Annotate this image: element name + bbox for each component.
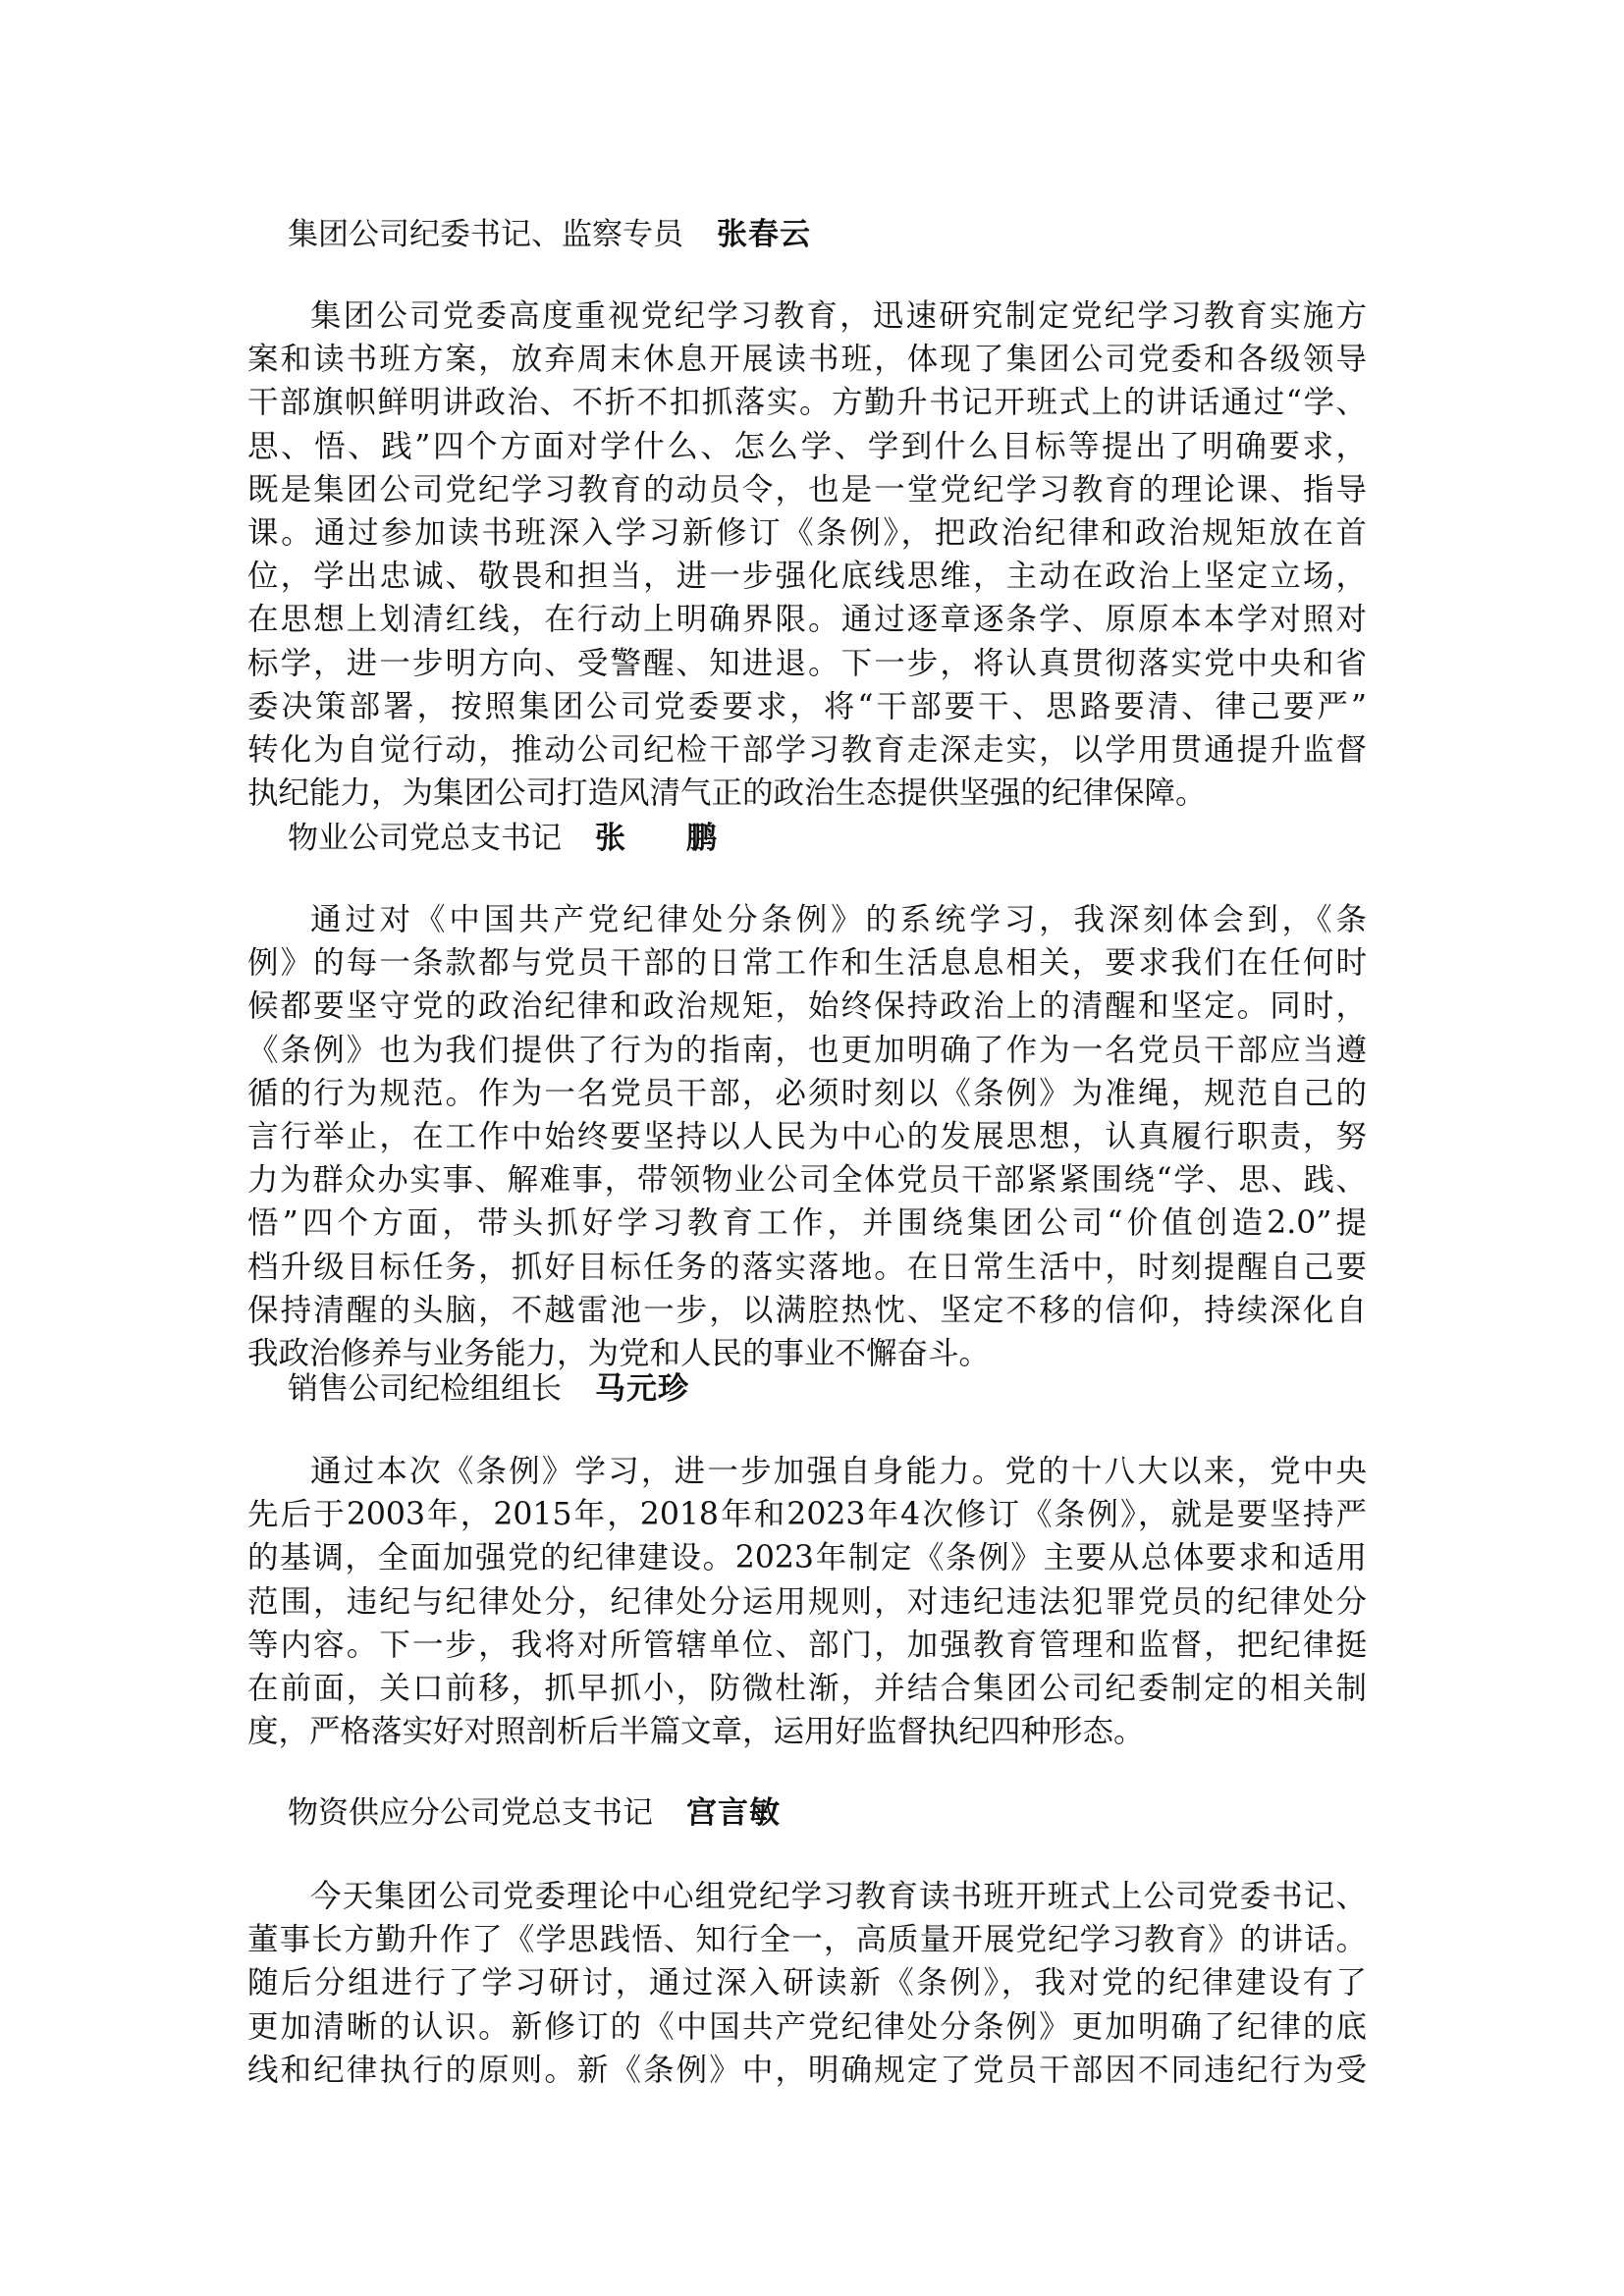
body-line: 标学，进一步明方向、受警醒、知进退。下一步，将认真贯彻落实党中央和省 <box>247 645 1367 681</box>
section-title: 物资供应分公司党总支书记 <box>288 1795 653 1831</box>
body-line: 在思想上划清红线，在行动上明确界限。通过逐章逐条学、原原本本学对照对 <box>247 602 1367 638</box>
body-line: 集团公司党委高度重视党纪学习教育，迅速研究制定党纪学习教育实施方 <box>310 298 1367 334</box>
body-line: 例》的每一条款都与党员干部的日常工作和生活息息相关，要求我们在任何时 <box>247 945 1367 982</box>
body-line: 等内容。下一步，我将对所管辖单位、部门，加强教育管理和监督，把纪律挺 <box>247 1627 1367 1663</box>
section-title: 销售公司纪检组组长 <box>288 1371 562 1407</box>
body-line: 线和纪律执行的原则。新《条例》中，明确规定了党员干部因不同违纪行为受 <box>247 2052 1367 2088</box>
section-heading <box>288 1369 689 1409</box>
body-line: 执纪能力，为集团公司打造风清气正的政治生态提供坚强的纪律保障。 <box>247 775 1207 812</box>
body-line: 通过对《中国共产党纪律处分条例》的系统学习，我深刻体会到，《条 <box>310 902 1367 937</box>
section-heading <box>288 1793 781 1833</box>
body-line: 更加清晰的认识。新修订的《中国共产党纪律处分条例》更加明确了纪律的底 <box>247 2008 1367 2045</box>
body-line: 档升级目标任务，抓好目标任务的落实落地。在日常生活中，时刻提醒自己要 <box>247 1249 1367 1285</box>
body-line: 保持清醒的头脑，不越雷池一步，以满腔热忱、坚定不移的信仰，持续深化自 <box>247 1292 1367 1328</box>
body-line: 委决策部署，按照集团公司党委要求，将“干部要干、思路要清、律己要严” <box>247 688 1367 724</box>
body-line: 候都要坚守党的政治纪律和政治规矩，始终保持政治上的清醒和坚定。同时， <box>247 988 1367 1025</box>
body-line: 的基调，全面加强党的纪律建设。2023年制定《条例》主要从总体要求和适用 <box>247 1540 1367 1576</box>
body-line: 《条例》也为我们提供了行为的指南，也更加明确了作为一名党员干部应当遵 <box>247 1032 1367 1068</box>
body-line: 案和读书班方案，放弃周末休息开展读书班，体现了集团公司党委和各级领导 <box>247 342 1367 378</box>
author-name: 宫言敏 <box>686 1795 781 1831</box>
body-line: 转化为自觉行动，推动公司纪检干部学习教育走深走实，以学用贯通提升监督 <box>247 731 1367 768</box>
body-line: 干部旗帜鲜明讲政治、不折不扣抓落实。方勤升书记开班式上的讲话通过“学、 <box>247 385 1367 421</box>
body-line: 言行举止，在工作中始终要坚持以人民为中心的发展思想，认真履行职责，努 <box>247 1118 1367 1154</box>
body-line: 我政治修养与业务能力，为党和人民的事业不懈奋斗。 <box>247 1335 991 1371</box>
author-name: 张春云 <box>717 217 811 252</box>
section-body <box>247 1450 1367 1753</box>
section-body <box>247 294 1367 815</box>
body-line: 通过本次《条例》学习，进一步加强自身能力。党的十八大以来，党中央 <box>310 1454 1367 1489</box>
body-line: 既是集团公司党纪学习教育的动员令，也是一堂党纪学习教育的理论课、指导 <box>247 471 1367 507</box>
body-line: 位，学出忠诚、敬畏和担当，进一步强化底线思维，主动在政治上坚定立场， <box>247 559 1367 595</box>
body-line: 循的行为规范。作为一名党员干部，必须时刻以《条例》为准绳，规范自己的 <box>247 1075 1367 1111</box>
body-line: 在前面，关口前移，抓早抓小，防微杜渐，并结合集团公司纪委制定的相关制 <box>247 1670 1367 1706</box>
section-title: 集团公司纪委书记、监察专员 <box>288 217 683 252</box>
body-line: 悟”四个方面，带头抓好学习教育工作，并围绕集团公司“价值创造2.0”提 <box>247 1205 1367 1242</box>
body-line: 先后于2003年，2015年，2018年和2023年4次修订《条例》，就是要坚持严 <box>247 1497 1367 1533</box>
section-body <box>247 1875 1367 2092</box>
body-line: 度，严格落实好对照剖析后半篇文章，运用好监督执纪四种形态。 <box>247 1714 1145 1750</box>
section-heading <box>288 215 811 254</box>
body-line: 课。通过参加读书班深入学习新修订《条例》，把政治纪律和政治规矩放在首 <box>247 514 1367 551</box>
author-name: 张 鹏 <box>595 821 717 856</box>
body-line: 力为群众办实事、解难事，带领物业公司全体党员干部紧紧围绕“学、思、践、 <box>247 1162 1367 1199</box>
body-line: 随后分组进行了学习研讨，通过深入研读新《条例》，我对党的纪律建设有了 <box>247 1965 1367 2002</box>
author-name: 马元珍 <box>595 1371 689 1407</box>
section-heading <box>288 819 717 858</box>
section-body <box>247 898 1367 1375</box>
body-line: 思、悟、践”四个方面对学什么、怎么学、学到什么目标等提出了明确要求， <box>247 428 1367 464</box>
section-title: 物业公司党总支书记 <box>288 821 562 856</box>
body-line: 今天集团公司党委理论中心组党纪学习教育读书班开班式上公司党委书记、 <box>310 1879 1367 1914</box>
body-line: 董事长方勤升作了《学思践悟、知行全一，高质量开展党纪学习教育》的讲话。 <box>247 1922 1367 1958</box>
body-line: 范围，违纪与纪律处分，纪律处分运用规则，对违纪违法犯罪党员的纪律处分 <box>247 1583 1367 1620</box>
